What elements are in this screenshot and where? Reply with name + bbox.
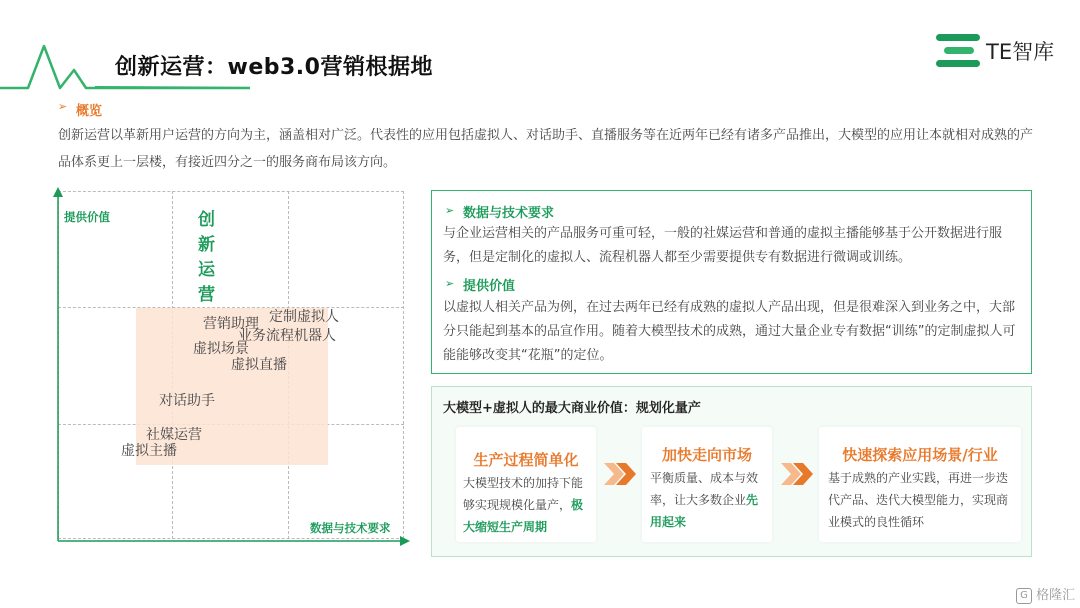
quadrant-item: 业务流程机器人: [238, 328, 336, 344]
card-body-text: 基于成熟的产业实践，再进一步迭代产品、迭代大模型能力，实现商业模式的良性循环: [828, 471, 1009, 529]
card-title: 生产过程简单化: [473, 451, 579, 469]
watermark-logo-icon: G: [1016, 588, 1032, 604]
quadrant-item: 定制虚拟人: [269, 309, 339, 325]
chevron-right-icon: [604, 463, 638, 485]
quadrant-title: 创新运营: [198, 210, 215, 305]
data-tech-heading: 数据与技术要求: [463, 206, 555, 221]
card-text: [650, 467, 766, 533]
bullet-icon: ➢: [445, 277, 455, 290]
quadrant-item: 营销助理: [203, 316, 259, 332]
card-text: [463, 472, 591, 538]
y-axis-label: 提供价值: [64, 210, 110, 224]
logo-text: TE智库: [986, 40, 1055, 64]
x-axis-label: 数据与技术要求: [310, 521, 391, 535]
bullet-icon: ➢: [445, 204, 455, 217]
card-body-text: 平衡质量、成本与效率，让大多数企业: [650, 471, 759, 507]
data-tech-text: 与企业运营相关的产品服务可重可轻，一般的社媒运营和普通的虚拟主播能够基于公开数据进行服务，但是定制化的虚拟人、流程机器人都至少需要提供专有数据进行微调或训练。: [443, 226, 1003, 265]
quadrant-item: 虚拟场景: [193, 341, 249, 357]
watermark-text: 格隆汇: [1036, 588, 1076, 603]
page-title: 创新运营：web3.0营销根据地: [115, 55, 433, 80]
quadrant-item: 对话助手: [159, 393, 215, 409]
quadrant-item: 虚拟主播: [121, 443, 177, 459]
card-highlight-text: 极大缩短生产周期: [463, 498, 584, 534]
card-body-text: 大模型技术的加持下能够实现规模化量产，: [463, 476, 584, 512]
card-title: 加快走向市场: [661, 446, 752, 464]
overview-text: 创新运营以革新用户运营的方向为主，涵盖相对广泛。代表性的应用包括虚拟人、对话助手、直播服务等在近两年已经有诸多产品推出，大模型的应用让本就相对成熟的产品体系更上一层楼，有接近四分之一的服务商布局该方向。: [58, 128, 1034, 170]
card-title: 快速探索应用场景/行业: [842, 446, 998, 464]
value-heading: 提供价值: [463, 279, 516, 294]
quadrant-item: 社媒运营: [146, 427, 202, 443]
chevron-right-icon: [781, 463, 815, 485]
overview-heading: 概览: [76, 104, 103, 119]
underline-decoration: [95, 86, 255, 88]
te-logo: [936, 34, 982, 68]
card-highlight-text: 先用起来: [650, 493, 759, 529]
overview-bullet-icon: ➢: [58, 100, 68, 113]
watermark: [1016, 584, 1075, 604]
card-text: [828, 467, 1014, 533]
quadrant-item: 虚拟直播: [231, 357, 287, 373]
business-value-title: 大模型+虚拟人的最大商业价值：规划化量产: [443, 401, 701, 416]
value-text: 以虚拟人相关产品为例，在过去两年已经有成熟的虚拟人产品出现，但是很难深入到业务之中，大部分只能起到基本的品宣作用。随着大模型技术的成熟，通过大量企业专有数据“训练”的定制虚拟人可能能够改变其“花瓶”的定位。: [443, 300, 1016, 363]
